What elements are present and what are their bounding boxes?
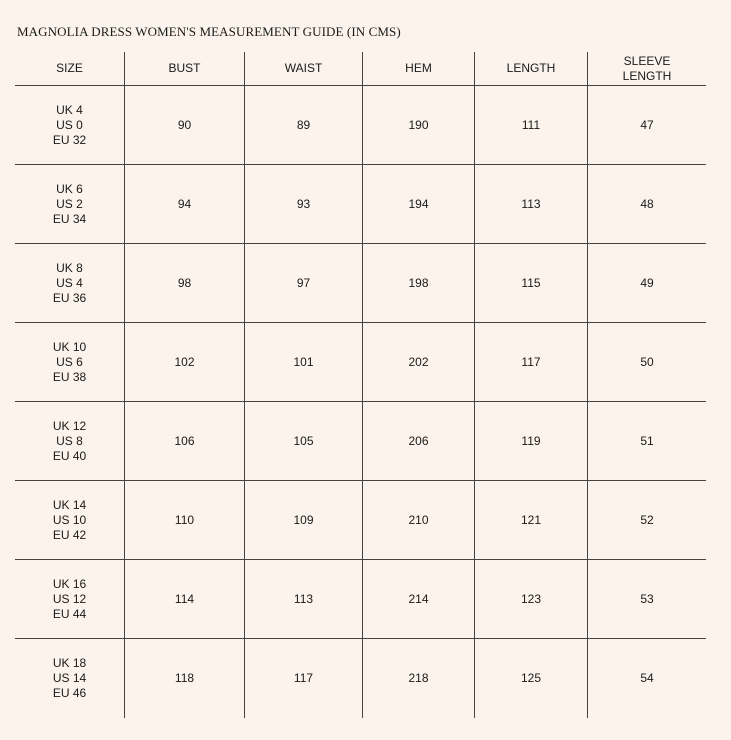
cell-sleeve-length: 51 [587, 402, 706, 480]
cell-length: 111 [474, 86, 587, 164]
header-bust: BUST [124, 52, 244, 85]
cell-size [15, 481, 124, 559]
cell-hem: 218 [362, 639, 474, 718]
cell-length: 121 [474, 481, 587, 559]
cell-length: 119 [474, 402, 587, 480]
cell-waist: 117 [244, 639, 362, 718]
cell-sleeve-length: 50 [587, 323, 706, 401]
cell-hem: 198 [362, 244, 474, 322]
size-uk: UK 8 [56, 260, 83, 275]
size-eu: EU 34 [52, 211, 87, 226]
size-uk: UK 6 [56, 181, 83, 196]
table-row [15, 639, 706, 718]
size-us: US 4 [56, 275, 83, 290]
cell-bust: 94 [124, 165, 244, 243]
header-sleeve-length [587, 52, 706, 85]
cell-bust: 118 [124, 639, 244, 718]
cell-sleeve-length: 52 [587, 481, 706, 559]
table-row [15, 560, 706, 639]
size-uk: UK 18 [52, 656, 87, 670]
header-sleeve-line1: SLEEVE [623, 53, 671, 68]
table-header-row [15, 52, 706, 86]
cell-length: 115 [474, 244, 587, 322]
cell-waist: 113 [244, 560, 362, 638]
cell-size [15, 639, 124, 718]
cell-bust: 102 [124, 323, 244, 401]
header-length: LENGTH [474, 52, 587, 85]
size-us: US 10 [52, 512, 87, 527]
size-eu: EU 38 [52, 369, 87, 384]
size-us: US 8 [56, 433, 83, 448]
header-sleeve-line2: LENGTH [622, 68, 672, 83]
size-us: US 0 [56, 117, 83, 132]
cell-sleeve-length: 47 [587, 86, 706, 164]
cell-waist: 93 [244, 165, 362, 243]
page-title: MAGNOLIA DRESS WOMEN'S MEASUREMENT GUIDE (IN CMS) [17, 24, 401, 39]
cell-size [15, 323, 124, 401]
cell-hem: 210 [362, 481, 474, 559]
header-size: SIZE [56, 61, 83, 75]
table-row [15, 165, 706, 244]
cell-hem: 190 [362, 86, 474, 164]
cell-size [15, 244, 124, 322]
cell-sleeve-length: 49 [587, 244, 706, 322]
cell-size [15, 560, 124, 638]
cell-length: 125 [474, 639, 587, 718]
cell-sleeve-length: 54 [587, 639, 706, 718]
size-eu: EU 36 [52, 290, 87, 305]
cell-length: 117 [474, 323, 587, 401]
table-row [15, 402, 706, 481]
size-eu: EU 44 [52, 606, 87, 621]
cell-waist: 97 [244, 244, 362, 322]
table-row [15, 86, 706, 165]
size-us: US 14 [52, 671, 87, 685]
size-uk: UK 12 [52, 418, 87, 433]
size-uk: UK 4 [56, 102, 83, 117]
size-eu: EU 32 [52, 132, 87, 147]
cell-sleeve-length: 53 [587, 560, 706, 638]
cell-hem: 214 [362, 560, 474, 638]
size-us: US 2 [56, 196, 83, 211]
cell-size [15, 86, 124, 164]
size-uk: UK 16 [52, 576, 87, 591]
cell-bust: 106 [124, 402, 244, 480]
table-body [15, 86, 706, 718]
table-row [15, 244, 706, 323]
cell-bust: 90 [124, 86, 244, 164]
size-eu: EU 42 [52, 527, 87, 542]
header-hem: HEM [362, 52, 474, 85]
cell-length: 123 [474, 560, 587, 638]
table-row [15, 323, 706, 402]
size-uk: UK 10 [52, 339, 87, 354]
cell-sleeve-length: 48 [587, 165, 706, 243]
table-row [15, 481, 706, 560]
size-uk: UK 14 [52, 497, 87, 512]
cell-size [15, 165, 124, 243]
cell-waist: 105 [244, 402, 362, 480]
cell-hem: 206 [362, 402, 474, 480]
cell-bust: 98 [124, 244, 244, 322]
header-waist: WAIST [244, 52, 362, 85]
size-eu: EU 40 [52, 448, 87, 463]
cell-waist: 109 [244, 481, 362, 559]
cell-length: 113 [474, 165, 587, 243]
size-us: US 12 [52, 591, 87, 606]
size-eu: EU 46 [52, 686, 87, 700]
cell-waist: 89 [244, 86, 362, 164]
cell-hem: 202 [362, 323, 474, 401]
cell-hem: 194 [362, 165, 474, 243]
cell-bust: 110 [124, 481, 244, 559]
measurement-table [15, 52, 706, 718]
size-us: US 6 [56, 354, 83, 369]
cell-bust: 114 [124, 560, 244, 638]
cell-waist: 101 [244, 323, 362, 401]
cell-size [15, 402, 124, 480]
